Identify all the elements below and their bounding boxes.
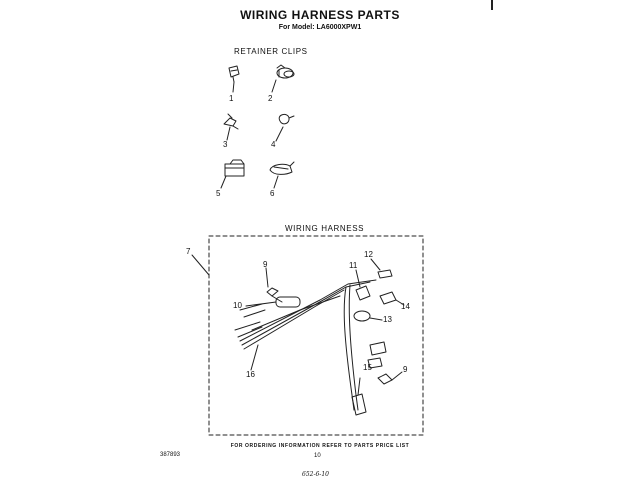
part-number: 387893	[160, 452, 181, 458]
callout-2: 2	[268, 94, 273, 103]
retainer-clip-3	[224, 114, 238, 140]
callout-16: 16	[246, 370, 255, 379]
handwritten-note: 652-6-10	[302, 471, 329, 478]
callout-12: 12	[364, 250, 373, 259]
retainer-clip-4	[276, 114, 294, 141]
callout-9: 9	[263, 260, 268, 269]
callout-14: 14	[401, 302, 410, 311]
page-number: 10	[314, 453, 321, 459]
model-subtitle: For Model: LA6000XPW1	[278, 24, 362, 31]
wiring-harness-heading: WIRING HARNESS	[285, 224, 365, 233]
callout-15: 15	[363, 363, 372, 372]
retainer-clips-heading: RETAINER CLIPS	[234, 47, 308, 56]
callout-6: 6	[270, 189, 275, 198]
callout-4: 4	[271, 140, 276, 149]
callout-10: 10	[233, 301, 242, 310]
callout-7: 7	[186, 247, 191, 256]
wiring-harness-bundle	[235, 280, 376, 410]
callout-9-lower: 9	[403, 365, 408, 374]
retainer-clip-6	[270, 162, 294, 188]
retainer-clip-2	[272, 65, 294, 92]
ordering-note: FOR ORDERING INFORMATION REFER TO PARTS PRICE LIST	[230, 443, 410, 449]
callout-1: 1	[229, 94, 234, 103]
callout-5: 5	[216, 189, 221, 198]
retainer-clip-5	[221, 160, 244, 188]
callout-13: 13	[383, 315, 392, 324]
callout-11: 11	[349, 261, 358, 270]
callout-3: 3	[223, 140, 228, 149]
retainer-clip-1	[229, 66, 239, 92]
page-title: WIRING HARNESS PARTS	[240, 8, 400, 22]
